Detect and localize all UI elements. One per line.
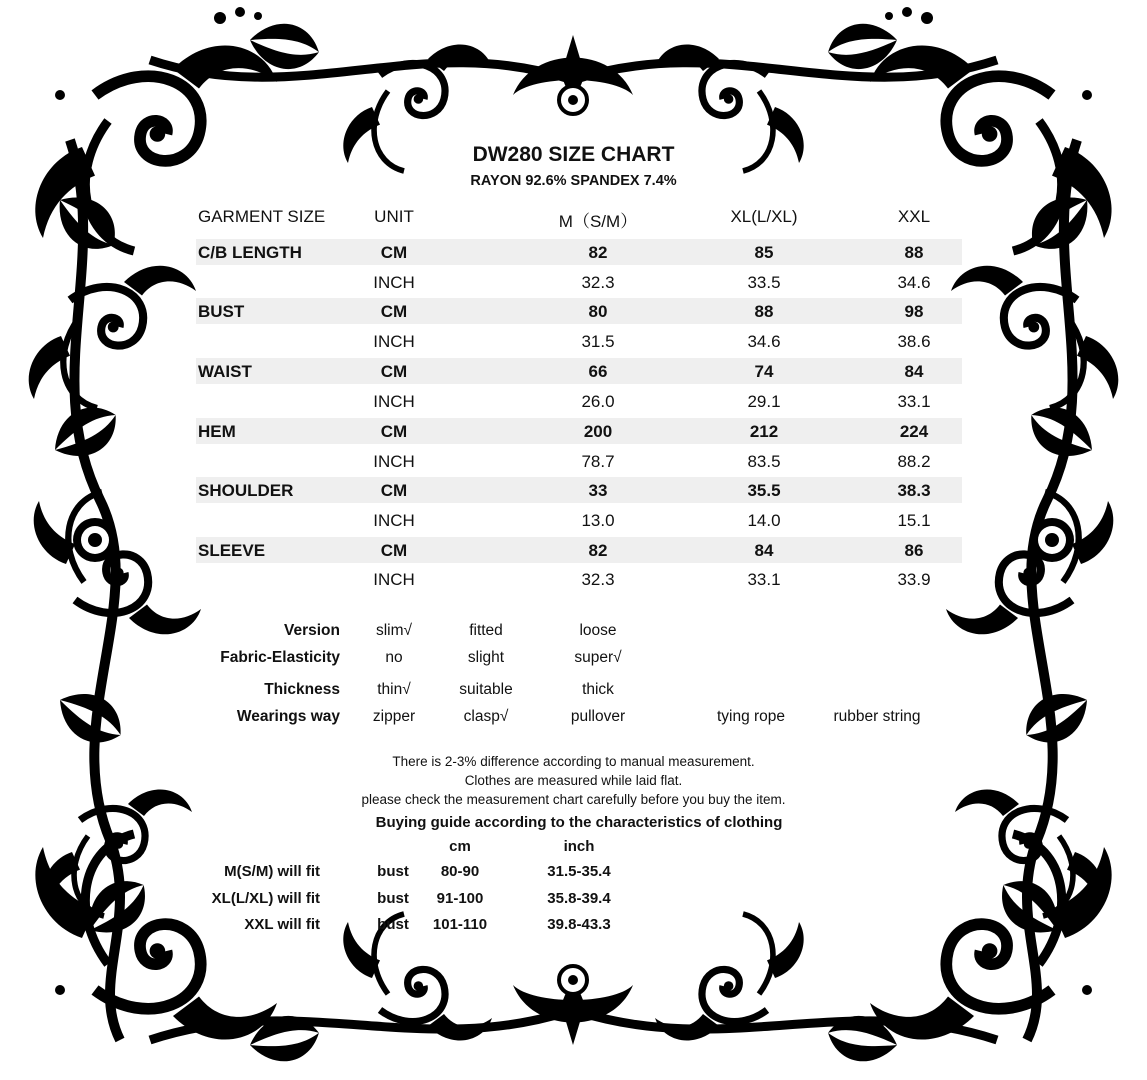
value-cell: 32.3 [581,570,615,589]
header-garment-size: GARMENT SIZE [198,207,326,226]
guide-part: bust [377,863,409,880]
value-cell: 31.5 [581,332,615,351]
note-line: There is 2-3% difference according to manual measurement. [392,754,755,769]
value-cell: 13.0 [581,511,615,530]
row-name: SHOULDER [198,481,294,500]
row-name: HEM [198,422,236,441]
value-cell: 74 [754,362,774,381]
feature-option: loose [579,622,617,639]
value-cell: 33.1 [747,570,781,589]
guide-cm: 80-90 [440,863,480,880]
row-band [196,298,962,324]
feature-label-version: Version [284,622,340,639]
guide-part: bust [377,916,409,933]
guide-part: bust [377,890,409,907]
value-cell: 82 [588,541,608,560]
feature-label-wearing-way: Wearings way [236,708,340,725]
row-name: BUST [198,302,245,321]
value-cell: 15.1 [897,511,931,530]
guide-size: XL(L/XL) will fit [211,890,320,907]
value-cell: 86 [904,541,924,560]
unit-inch: INCH [373,570,415,589]
value-cell: 88 [754,302,774,321]
header-size-xxl: XXL [897,207,931,226]
value-cell: 26.0 [581,392,615,411]
guide-inch: 35.8-39.4 [547,890,611,907]
feature-option: no [385,649,403,666]
guide-cm: 101-110 [432,916,488,933]
feature-option: rubber string [833,708,921,725]
guide-inch: 31.5-35.4 [547,863,611,880]
header-size-m: M（S/M） [558,212,638,231]
header-unit: UNIT [374,207,414,226]
feature-option: thick [582,681,614,698]
value-cell: 84 [904,362,924,381]
guide-size: M(S/M) will fit [224,863,320,880]
value-cell: 84 [754,541,774,560]
row-band [196,418,962,444]
row-band [196,537,962,563]
feature-label-thickness: Thickness [264,681,340,698]
row-band [196,239,962,265]
guide-size: XXL will fit [244,916,320,933]
value-cell: 38.3 [897,481,931,500]
value-cell: 14.0 [747,511,781,530]
guide-header-inch: inch [563,838,595,855]
value-cell: 78.7 [581,452,615,471]
note-line: Clothes are measured while laid flat. [464,773,683,788]
value-cell: 33.5 [747,273,781,292]
value-cell: 85 [754,243,774,262]
feature-option: fitted [469,622,503,639]
guide-title: Buying guide according to the characteristics of clothing [375,814,783,831]
feature-option: pullover [570,708,626,725]
value-cell: 224 [899,422,929,441]
note-line: please check the measurement chart carefully before you buy the item. [361,792,786,807]
unit-inch: INCH [373,332,415,351]
value-cell: 98 [904,302,924,321]
row-name: SLEEVE [198,541,266,560]
feature-option: clasp√ [463,708,509,725]
unit-cm: CM [380,243,408,262]
value-cell: 38.6 [897,332,931,351]
feature-label-elasticity: Fabric-Elasticity [220,649,340,666]
guide-inch: 39.8-43.3 [547,916,611,933]
row-band [196,358,962,384]
unit-cm: CM [380,541,408,560]
feature-option: slim√ [375,622,413,639]
value-cell: 83.5 [747,452,781,471]
chart-title: DW280 SIZE CHART [472,143,675,166]
value-cell: 88 [904,243,924,262]
feature-option: super√ [574,649,622,666]
unit-inch: INCH [373,511,415,530]
value-cell: 88.2 [897,452,931,471]
value-cell: 212 [749,422,779,441]
value-cell: 33.9 [897,570,931,589]
unit-cm: CM [380,422,408,441]
feature-option: thin√ [377,681,411,698]
feature-option: suitable [459,681,513,698]
feature-option: slight [467,649,505,666]
unit-cm: CM [380,362,408,381]
unit-cm: CM [380,481,408,500]
row-name: WAIST [198,362,252,381]
fabric-composition: RAYON 92.6% SPANDEX 7.4% [470,173,677,189]
unit-inch: INCH [373,392,415,411]
value-cell: 33.1 [897,392,931,411]
value-cell: 80 [588,302,608,321]
unit-inch: INCH [373,273,415,292]
value-cell: 35.5 [747,481,781,500]
unit-inch: INCH [373,452,415,471]
row-name: C/B LENGTH [198,243,302,262]
guide-cm: 91-100 [436,890,484,907]
value-cell: 66 [588,362,608,381]
feature-option: tying rope [716,708,786,725]
unit-cm: CM [380,302,408,321]
value-cell: 29.1 [747,392,781,411]
value-cell: 32.3 [581,273,615,292]
guide-header-cm: cm [449,838,471,855]
value-cell: 34.6 [897,273,931,292]
value-cell: 33 [588,481,608,500]
feature-option: zipper [372,708,416,725]
value-cell: 34.6 [747,332,781,351]
header-size-xl: XL(L/XL) [730,207,798,226]
row-band [196,477,962,503]
value-cell: 82 [588,243,608,262]
value-cell: 200 [583,422,613,441]
